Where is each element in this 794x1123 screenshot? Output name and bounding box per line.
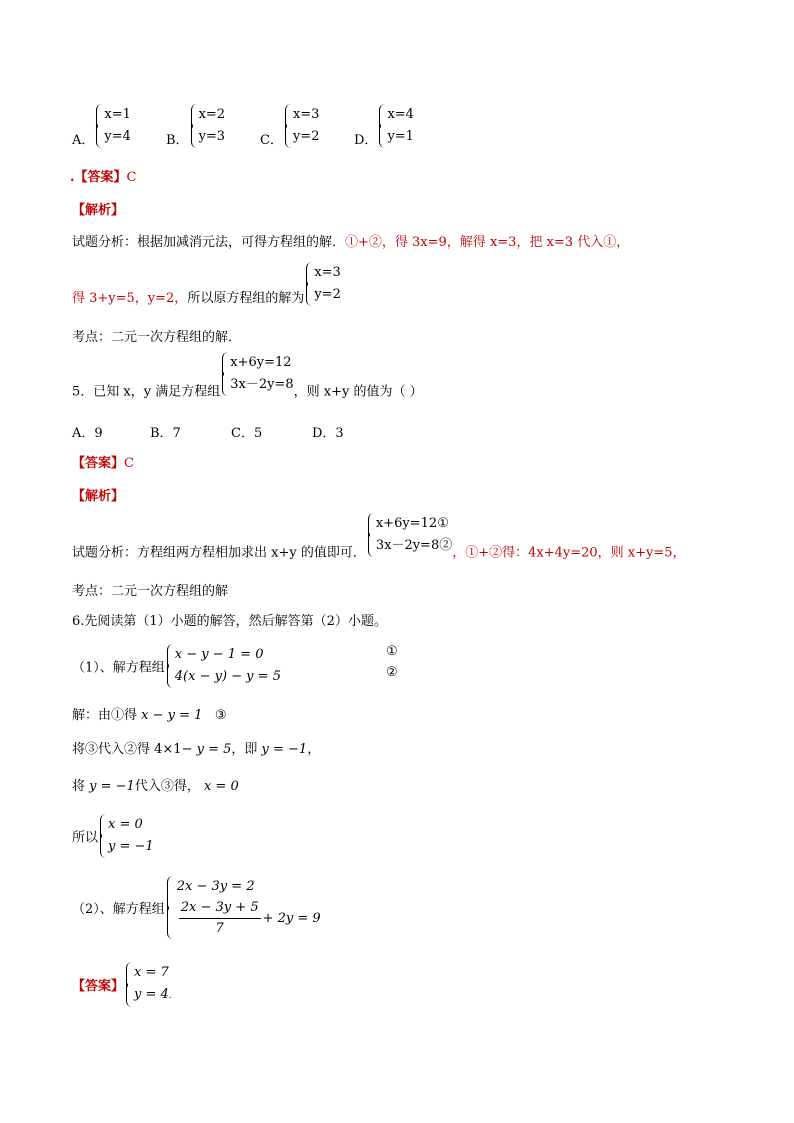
equation-system: 2x − 3y = 2 $\frac{2x - 3y + 5}{7}$ + 2y = 9 [165, 876, 321, 939]
equation-system: x − y − 1 = 0 4(x − y) − y = 5 [165, 644, 281, 688]
equation-system: x=2 y=3 [189, 104, 226, 148]
q5-option-d: D．3 [312, 426, 344, 441]
q6-answer [72, 962, 172, 1007]
q4-option-a [72, 104, 131, 148]
q4-option-c [260, 104, 319, 148]
answer-system: x = 7 y = 4. [124, 962, 172, 1007]
solution-system: x=3 y=2 [304, 262, 341, 306]
answer-label: 【答案】 [74, 170, 127, 185]
q6-step1: 解：由①得 x − y = 1 ③ [72, 708, 227, 723]
q6-intro: 6.先阅读第（1）小题的解答，然后解答第（2）小题。 [72, 614, 387, 629]
q4-kaodian: 考点：二元一次方程组的解． [72, 330, 242, 345]
q6-part2: （2）、解方程组 2x − 3y = 2 $\frac{2x - 3y + 5}{7}$ + 2y = 9 [72, 876, 321, 939]
option-label: B． [166, 133, 189, 148]
circle-mark-2: ② [386, 665, 398, 680]
circle-mark-1: ① [386, 644, 398, 659]
option-label: A． [72, 133, 95, 148]
equation-system: x+6y=12 3x－2y=8 [220, 352, 293, 396]
q5-option-c: C．5 [231, 426, 263, 441]
equation-system: x=1 y=4 [94, 104, 131, 148]
q5-question: 5．已知 x，y 满足方程组 x+6y=12 3x－2y=8 ，则 x+y 的值为（ ） [72, 352, 423, 400]
answer-value: C [124, 456, 134, 471]
q5-answer [72, 452, 134, 471]
q4-analysis-label: 【解析】 [72, 203, 125, 218]
equation-system: x=3 y=2 [283, 104, 320, 148]
q5-option-b: B．7 [150, 426, 181, 441]
answer-label: 【答案】 [72, 979, 125, 994]
equation-system: x+6y=12① 3x－2y=8② [366, 513, 452, 557]
answer-value: C [126, 170, 137, 185]
fraction: $\frac{2x - 3y + 5}{7}$ [180, 900, 259, 936]
q5-analysis: 试题分析：方程组两方程相加求出 x+y 的值即可． x+6y=12① 3x－2y=8② ，①+②得：4x+4y=20，则 x+y=5， [72, 513, 686, 561]
q6-step3: 将 y = −1代入③得， x = 0 [72, 779, 239, 794]
q4-option-b [166, 104, 225, 148]
option-label: D． [354, 133, 378, 148]
q4-analysis-line1: 试题分析：根据加减消元法，可得方程组的解．①+②，得 3x=9，解得 x=3，把 x=3 代入①， [72, 235, 630, 250]
solution-system: x = 0 y = −1 [98, 814, 154, 858]
option-label: C． [260, 133, 283, 148]
q6-so: 所以 x = 0 y = −1 [72, 814, 154, 858]
q4-analysis-line2: 得 3+y=5，y=2，所以原方程组的解为 x=3 y=2 [72, 262, 341, 306]
q6-step2: 将③代入②得 4×1− y = 5，即 y = −1， [72, 742, 321, 757]
answer-label: 【答案】 [72, 456, 125, 471]
q5-analysis-label: 【解析】 [72, 489, 125, 504]
q5-option-a: A．9 [72, 426, 103, 441]
q6-part1: （1）、解方程组 x − y − 1 = 0 4(x − y) − y = 5 [72, 644, 281, 688]
q4-answer: .【答案】C [70, 170, 137, 185]
q5-kaodian: 考点：二元一次方程组的解 [72, 584, 229, 599]
equation-system: x=4 y=1 [377, 104, 414, 148]
q4-option-d [354, 104, 414, 148]
